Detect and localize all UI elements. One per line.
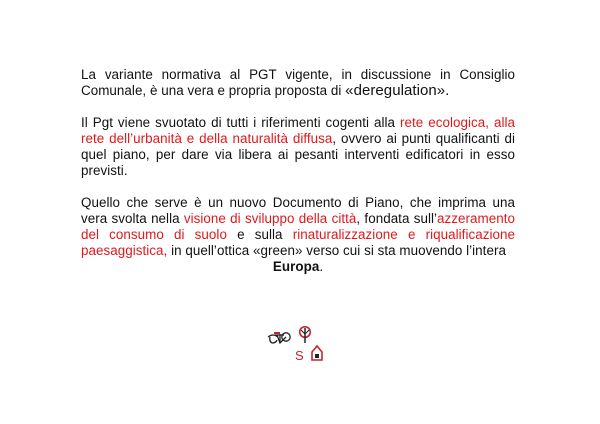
logo-letter-s: S [295, 348, 304, 362]
bicycle-icon [268, 333, 290, 343]
p1-close: ». [436, 82, 450, 99]
p1-highlight: deregulation [353, 82, 437, 99]
p2-red-rete-ecologica: rete ecologica, alla rete dell’urbanità e della naturalità diffusa [81, 115, 515, 146]
p3-last-word: Europa [272, 259, 320, 274]
house-icon [312, 346, 322, 360]
tree-icon [300, 327, 311, 343]
paragraph-deregulation [81, 67, 515, 99]
p2-text-b: , ovvero ai punti qualificanti di quel piano, per dare via libera ai pesanti interventi edificatori in esso previsti. [81, 131, 515, 178]
document-body [81, 67, 515, 275]
p3-last-punct: . [319, 259, 324, 274]
p3-text-b: , fondata sull’ [356, 211, 438, 226]
paragraph-pgt-svuotato [81, 115, 515, 179]
logo-graphic [266, 326, 336, 362]
p3-red-azzeramento: azzeramento del consumo di suolo [81, 211, 516, 242]
paragraph-documento-di-piano [81, 195, 515, 275]
p3-red-visione: visione di sviluppo della città [183, 211, 357, 226]
p1-text: La variante normativa al PGT vigente, in discussione in Consiglio Comunale, è una vera e propria proposta di [81, 67, 515, 98]
p1-open-quote: « [345, 82, 354, 99]
p3-red-rinaturalizzazione: rinaturalizzazione e riqualificazione paesaggistica, [81, 227, 515, 258]
bicycle-seat-icon [274, 332, 280, 334]
p2-text-a: Il Pgt viene svuotato di tutti i riferimenti cogenti alla [81, 115, 400, 130]
p3-last-line [81, 259, 515, 275]
p3-text-a: Quello che serve è un nuovo Documento di Piano, che imprima una vera svolta nella [81, 195, 515, 226]
p3-text-c: e sulla [226, 227, 293, 242]
bicycle-tree-house-logo-icon [266, 326, 336, 362]
p3-text-d: in quell’ottica «green» verso cui si sta muovendo l’intera [167, 243, 506, 258]
